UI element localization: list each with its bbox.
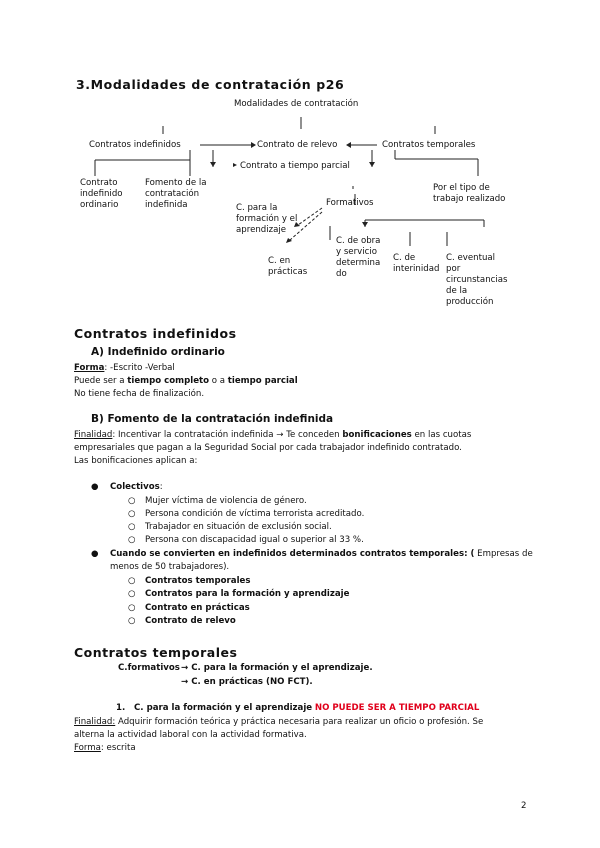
diagram-indefinidos: Contratos indefinidos	[89, 140, 181, 150]
finalidad-line: Finalidad: Incentivar la contratación indefinida → Te conceden bonificaciones en las cuotas	[74, 430, 472, 440]
convierten-item: ○	[128, 616, 136, 626]
colectivo-text: Trabajador en situación de exclusión social.	[145, 522, 332, 532]
colectivo-text: Persona con discapacidad igual o superior al 33 %.	[145, 535, 364, 545]
convierten-label-2: menos de 50 trabajadores).	[110, 562, 230, 572]
colectivo-item: ○	[128, 509, 136, 519]
diagram-root: Modalidades de contratación	[234, 99, 359, 109]
diagram-eventual: C. eventual por circunstancias de la producción	[446, 253, 508, 307]
item1-number: 1.	[116, 703, 126, 713]
diagram-obra-servicio: C. de obra y servicio determina do	[336, 236, 381, 279]
item1-finalidad-2: alterna la actividad laboral con la actividad formativa.	[74, 730, 307, 740]
tiempo-line: Puede ser a tiempo completo o a tiempo parcial	[74, 376, 298, 386]
convierten-label: Cuando se convierten en indefinidos determinados contratos temporales: ( Empresas de	[110, 549, 533, 559]
indefinidos-heading: Contratos indefinidos	[74, 326, 237, 341]
diagram-interinidad: C. de interinidad	[393, 253, 440, 274]
convierten-text: Contrato en prácticas	[145, 603, 250, 613]
indefinido-ordinario-heading: A) Indefinido ordinario	[91, 346, 225, 358]
item1-title: C. para la formación y el aprendizaje NO PUEDE SER A TIEMPO PARCIAL	[134, 703, 480, 713]
colectivo-text: Mujer víctima de violencia de género.	[145, 496, 307, 506]
formativos-arrow-2: → C. en prácticas (NO FCT).	[181, 677, 313, 687]
diagram-practicas: C. en prácticas	[268, 256, 308, 277]
colectivo-text: Persona condición de víctima terrorista acreditado.	[145, 509, 365, 519]
colectivos-label: Colectivos:	[110, 482, 163, 492]
bonificaciones-line: Las bonificaciones aplican a:	[74, 456, 198, 466]
page-number: 2	[521, 801, 527, 811]
convierten-text: Contratos para la formación y aprendizaje	[145, 589, 350, 599]
colectivo-item: ○	[128, 535, 136, 545]
item1-finalidad: Finalidad: Adquirir formación teórica y práctica necesaria para realizar un oficio o profesión. Se	[74, 717, 484, 727]
convierten-text: Contrato de relevo	[145, 616, 236, 626]
convierten-item: ○	[128, 603, 136, 613]
fomento-heading: B) Fomento de la contratación indefinida	[91, 413, 334, 425]
diagram-tiempo-parcial: Contrato a tiempo parcial	[240, 161, 350, 171]
diagram-formativos: Formativos	[326, 198, 374, 208]
forma-line: Forma: -Escrito -Verbal	[74, 363, 175, 373]
colectivo-item: ○	[128, 522, 136, 532]
colectivo-item: ○	[128, 496, 136, 506]
formativos-label: C.formativos	[118, 663, 180, 673]
finalidad-line-2: empresariales que pagan a la Seguridad Social por cada trabajador indefinido contratado.	[74, 443, 462, 453]
convierten-item: ○	[128, 589, 136, 599]
diagram-formacion-aprendizaje: C. para la formación y el aprendizaje	[236, 203, 298, 235]
convierten-text: Contratos temporales	[145, 576, 251, 586]
item1-forma: Forma: escrita	[74, 743, 136, 753]
bullet-convierten: ●	[91, 549, 99, 559]
diagram-indef-ordinario: Contrato indefinido ordinario	[80, 178, 123, 210]
convierten-item: ○	[128, 576, 136, 586]
bullet-colectivos: ●	[91, 482, 99, 492]
diagram-por-tipo: Por el tipo de trabajo realizado	[433, 183, 506, 204]
diagram-fomento: Fomento de la contratación indefinida	[145, 178, 207, 210]
formativos-arrow-1: → C. para la formación y el aprendizaje.	[181, 663, 373, 673]
section-title: 3.Modalidades de contratación p26	[76, 77, 345, 92]
diagram-relevo: Contrato de relevo	[257, 140, 338, 150]
temporales-heading: Contratos temporales	[74, 645, 238, 660]
fecha-line: No tiene fecha de finalización.	[74, 389, 205, 399]
diagram-temporales: Contratos temporales	[382, 140, 476, 150]
